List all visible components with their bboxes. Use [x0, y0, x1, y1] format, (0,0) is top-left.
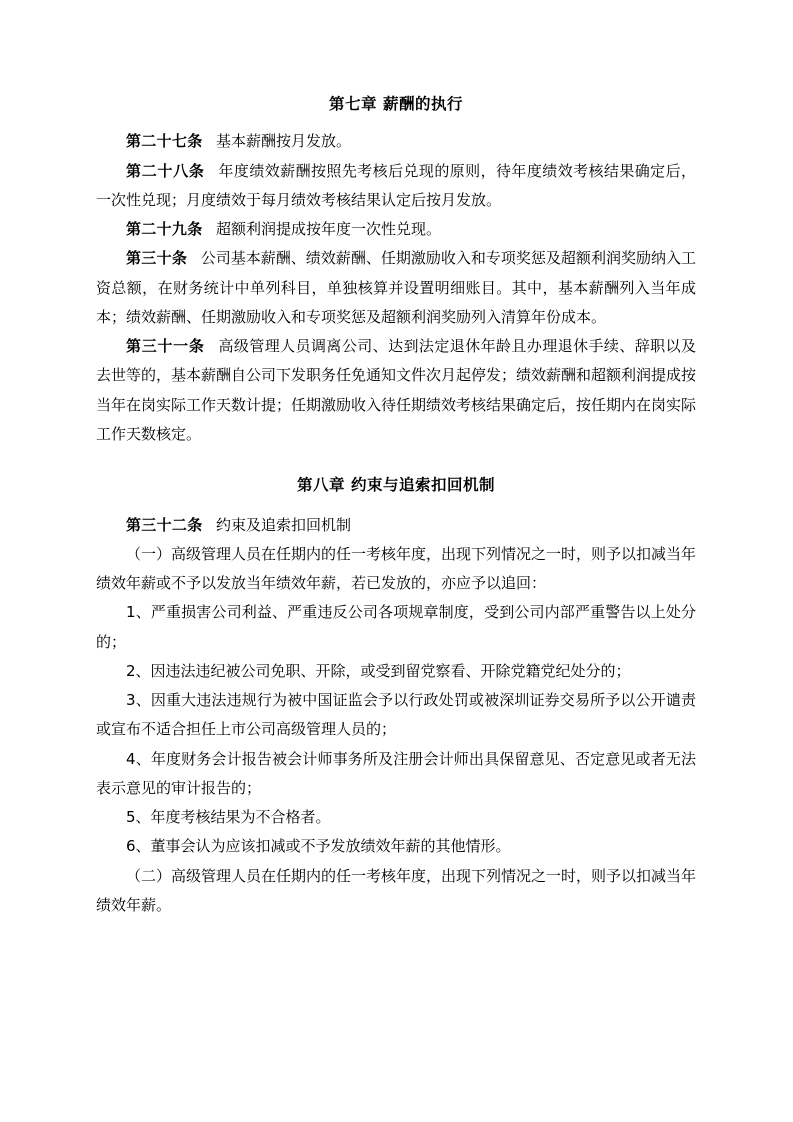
- article-text: 基本薪酬按月发放。: [216, 132, 352, 151]
- article-text: 超额利润提成按年度一次性兑现。: [216, 220, 442, 239]
- article-paragraph: [96, 332, 696, 449]
- clause-paragraph: 3、因重大违法违规行为被中国证监会予以行政处罚或被深圳证券交易所予以公开谴责或宣布不适合担任上市公司高级管理人员的；: [96, 691, 696, 739]
- article-number: 第二十八条: [126, 161, 205, 180]
- article-paragraph: [96, 127, 696, 156]
- clause-paragraph: 6、董事会认为应该扣减或不予发放绩效年薪的其他情形。: [126, 837, 511, 856]
- article-number: 第三十一条: [126, 337, 205, 356]
- article-text: 高级管理人员调离公司、达到法定退休年龄且办理退休手续、辞职以及去世等的，基本薪酬自公司下发职务任免通知文件次月起停发；绩效薪酬和超额利润提成按当年在岗实际工作天数计提；任期激励收入待任期绩效考核结果确定后，按任期内在岗实际工作天数核定。: [96, 337, 697, 443]
- clause-paragraph: 1、严重损害公司利益、严重违反公司各项规章制度，受到公司内部严重警告以上处分的；: [96, 603, 696, 651]
- chapter-heading-8: 第八章 约束与追索扣回机制: [297, 476, 495, 495]
- chapter-heading-7: 第七章 薪酬的执行: [329, 95, 463, 113]
- article-text: 公司基本薪酬、绩效薪酬、任期激励收入和专项奖惩及超额利润奖励纳入工资总额，在财务统计中单列科目，单独核算并设置明细账目。其中，基本薪酬列入当年成本；绩效薪酬、任期激励收入和专项奖惩及超额利润奖励列入清算年份成本。: [96, 249, 696, 326]
- article-number: 第三十条: [126, 249, 188, 268]
- article-number: 第二十七条: [126, 132, 203, 151]
- article-text: 年度绩效薪酬按照先考核后兑现的原则，待年度绩效考核结果确定后，一次性兑现；月度绩效于每月绩效考核结果认定后按月发放。: [96, 161, 696, 209]
- article-text: 约束及追索扣回机制: [216, 515, 352, 534]
- article-number: 第三十二条: [126, 515, 203, 534]
- clause-paragraph: （一）高级管理人员在任期内的任一考核年度，出现下列情况之一时，则予以扣减当年绩效年薪或不予以发放当年绩效年薪，若已发放的，亦应予以追回：: [96, 544, 697, 593]
- clause-paragraph: 4、年度财务会计报告被会计师事务所及注册会计师出具保留意见、否定意见或者无法表示意见的审计报告的；: [96, 749, 696, 797]
- article-paragraph: [96, 215, 696, 244]
- article-number: 第二十九条: [126, 220, 203, 239]
- article-paragraph: [96, 511, 696, 540]
- article-paragraph: [96, 157, 696, 216]
- document-body: [96, 90, 696, 920]
- article-paragraph: [96, 244, 696, 332]
- clause-paragraph: （二）高级管理人员在任期内的任一考核年度，出现下列情况之一时，则予以扣减当年绩效年薪。: [96, 866, 697, 914]
- clause-paragraph: 5、年度考核结果为不合格者。: [126, 808, 331, 827]
- clause-paragraph: 2、因违法违纪被公司免职、开除，或受到留党察看、开除党籍党纪处分的；: [126, 661, 631, 680]
